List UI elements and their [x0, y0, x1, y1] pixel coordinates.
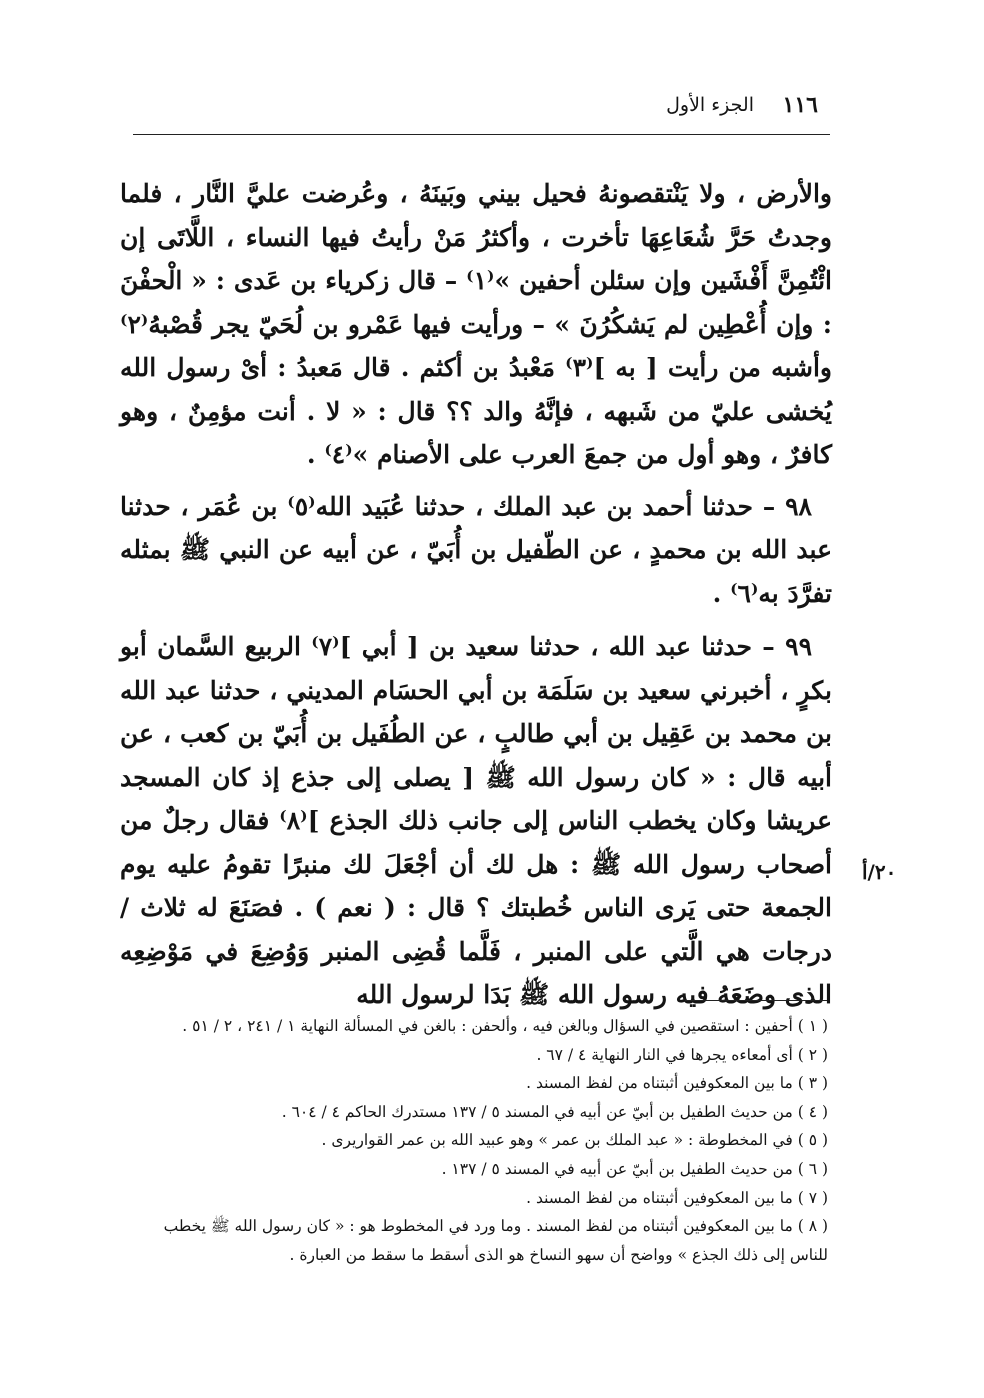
footnote-5: ( ٥ ) في المخطوطة : « عبد الملك بن عمر » وهو عبيد الله بن عمر القواريرى .: [321, 1131, 828, 1150]
footnote-1: ( ١ ) أحفين : استقصين في السؤال وبالغن فيه ، وألحفن : بالغن في المسألة النهاية ١ / ٢٤١ ، ٢ / ٥١ .: [182, 1017, 828, 1035]
main-text: [120, 172, 832, 1017]
paragraph-hadith-98: ٩٨ – حدثنا أحمد بن عبد الملك ، حدثنا عُبَيد الله⁽٥⁾ بن عُمَر ، حدثنا عبد الله بن محمدٍ ، عن الطّفيل بن أُبَيّ ، عن أبيه عن النبي ﷺ بمثله تفرَّدَ به⁽٦⁾ .: [120, 491, 832, 608]
footnote-4: ( ٤ ) من حديث الطفيل بن أبيّ عن أبيه في المسند ٥ / ١٣٧ مستدرك الحاكم ٤ / ٦٠٤ .: [281, 1102, 828, 1121]
paragraph-continuation: والأرض ، ولا يَنْتقصونهُ فحيل بيني وبَينَهُ ، وعُرضت عليَّ النَّار ، فلما وجدتُ حَرَّ شُعَاعِهَا تأخرت ، وأكثرُ مَنْ رأيتُ فيها النساء ، اللَّاتَى إن ائْتُمِنَّ أَفْشَين وإن سئلن أحفين »⁽١⁾ – قال زكرياء بن عَدى : « الْحفْنَ : وإن أُعْطِين لم يَشكُرُنَ » – ورأيت فيها عَمْرو بن لُحَيّ يجر قُصْبهُ⁽٢⁾ وأشبه من رأيت [ به ]⁽٣⁾ مَعْبدُ بن أكثم . قال مَعبدُ : أىْ رسول الله يُخشى عليّ من شَبهه ، فإنَّهُ والد ؟؟ قال : « لا . أنت مؤمِنٌ ، وهو كافرٌ ، وهو أول من جمعَ العرب على الأصنام »⁽٤⁾ .: [120, 179, 832, 469]
page-number: ١١٦: [782, 92, 818, 118]
footnote-3: ( ٣ ) ما بين المعكوفين أثبتناه من لفظ المسند .: [526, 1074, 828, 1093]
footnote-6: ( ٦ ) من حديث الطفيل بن أبيّ عن أبيه في المسند ٥ / ١٣٧ .: [441, 1159, 828, 1178]
footnote-8: ( ٨ ) ما بين المعكوفين أثبتناه من لفظ المسند . وما ورد في المخطوط هو : « كان رسول الله ﷺ يخطب للناس إلى ذلك الجذع » وواضح أن سهو النساخ هو الذى أسقط ما سقط من العبارة .: [163, 1217, 828, 1264]
footnote-7: ( ٧ ) ما بين المعكوفين أثبتناه من لفظ المسند .: [526, 1188, 828, 1207]
footnote-rule: [685, 1000, 827, 1001]
page-header: [158, 92, 818, 126]
running-title: الجزء الأول: [666, 94, 754, 116]
paragraph-hadith-99: ٩٩ – حدثنا عبد الله ، حدثنا سعيد بن [ أبي ]⁽٧⁾ الربيع السَّمان أبو بكرٍ ، أخبرني سعيد بن سَلَمَة بن أبي الحسَام المديني ، حدثنا عبد الله بن محمد بن عَقِيل بن أبي طالبٍ ، عن الطُفَيل بن أُبَيّ بن كعب ، عن أبيه قال : « كان رسول الله ﷺ [ يصلى إلى جذع إذ كان المسجد عريشا وكان يخطب الناس إلى جانب ذلك الجذع ]⁽٨⁾ فقال رجلٌ من أصحاب رسول الله ﷺ : هل لك أن أجْعَلَ لك منبرًا تقومُ عليه يوم الجمعة حتى يَرى الناس خُطبتك ؟ قال : ( نعم ) . فصَنَعَ له ثلاث / درجات هي الَّتي على المنبر ، فَلَّما قُضِى المنبر وَوُضِعَ في مَوْضِعِه الذى وضَعَهُ فيه رسول الله ﷺ بَدَا لرسول الله: [120, 632, 832, 1009]
footnotes: [128, 1012, 828, 1269]
header-rule: [133, 134, 830, 135]
manuscript-folio-note: ٢٠/أ: [862, 860, 897, 884]
footnote-2: ( ٢ ) أى أمعاءه يجرها في النار النهاية ٤ / ٦٧ .: [536, 1045, 828, 1064]
